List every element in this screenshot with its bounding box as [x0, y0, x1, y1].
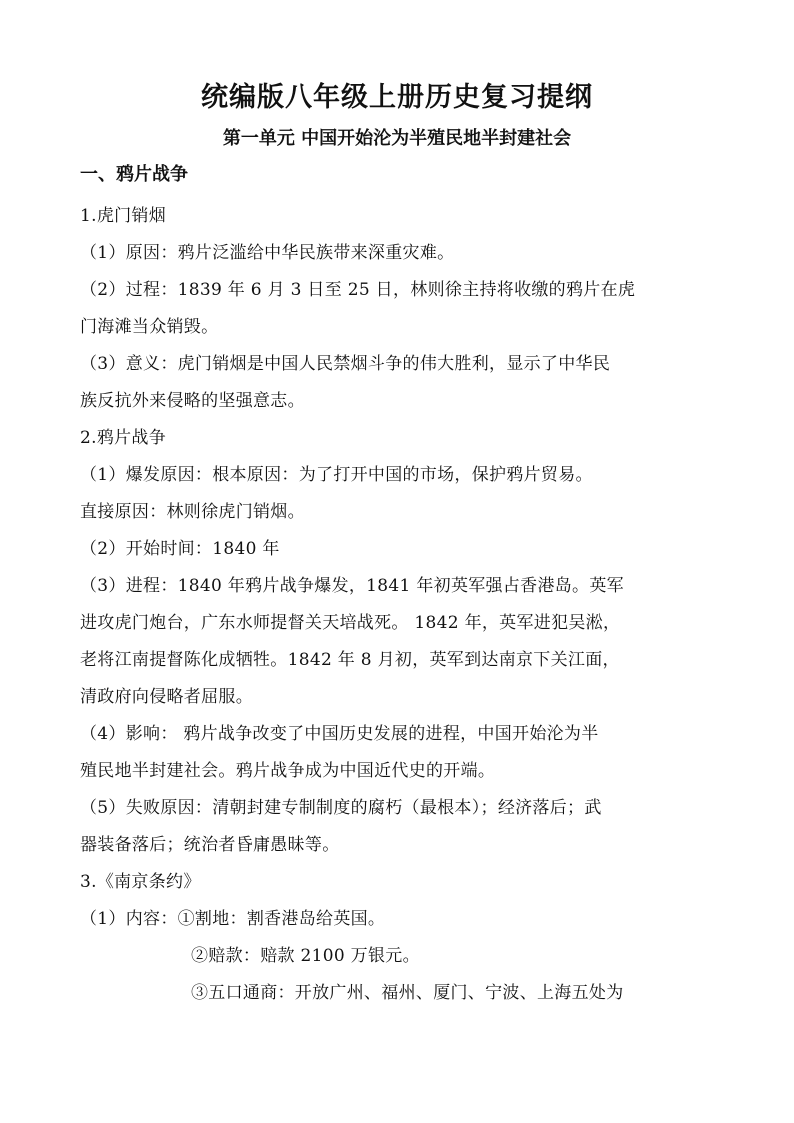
war-process-line3: 老将江南提督陈化成牺牲。1842 年 8 月初，英军到达南京下关江面， [80, 650, 620, 670]
unit-title: 第一单元 中国开始沦为半殖民地半封建社会 [222, 128, 572, 149]
war-process-line4: 清政府向侵略者屈服。 [80, 687, 253, 707]
treaty-content-line2: ②赔款：赔款 2100 万银元。 [191, 946, 420, 966]
war-impact-line2: 殖民地半封建社会。鸦片战争成为中国近代史的开端。 [80, 761, 496, 781]
section-heading: 一、鸦片战争 [80, 164, 188, 185]
war-impact-line1: （4）影响： 鸦片战争改变了中国历史发展的进程，中国开始沦为半 [80, 724, 599, 744]
humen-process-line1: （2）过程：1839 年 6 月 3 日至 25 日，林则徐主持将收缴的鸦片在虎 [80, 280, 636, 300]
war-failure-line1: （5）失败原因：清朝封建专制制度的腐朽（最根本）；经济落后；武 [80, 798, 602, 818]
topic-heading-nanjing-treaty: 3.《南京条约》 [80, 872, 201, 892]
war-process-line2: 进攻虎门炮台，广东水师提督关天培战死。 1842 年，英军进犯吴淞， [80, 613, 621, 633]
treaty-content-line1: （1）内容：①割地：割香港岛给英国。 [80, 909, 386, 929]
topic-heading-humen: 1.虎门销烟 [80, 206, 167, 226]
topic-heading-opium-war: 2.鸦片战争 [80, 428, 167, 448]
humen-meaning-line1: （3）意义：虎门销烟是中国人民禁烟斗争的伟大胜利，显示了中华民 [80, 354, 611, 374]
document-title: 统编版八年级上册历史复习提纲 [201, 82, 593, 113]
treaty-content-line3: ③五口通商：开放广州、福州、厦门、宁波、上海五处为 [191, 983, 624, 1003]
war-cause-line1: （1）爆发原因：根本原因：为了打开中国的市场，保护鸦片贸易。 [80, 465, 593, 485]
humen-meaning-line2: 族反抗外来侵略的坚强意志。 [80, 391, 305, 411]
humen-process-line2: 门海滩当众销毁。 [80, 317, 219, 337]
war-failure-line2: 器装备落后；统治者昏庸愚昧等。 [80, 835, 340, 855]
war-start-time: （2）开始时间：1840 年 [80, 539, 280, 559]
war-process-line1: （3）进程：1840 年鸦片战争爆发，1841 年初英军强占香港岛。英军 [80, 576, 624, 596]
war-cause-line2: 直接原因：林则徐虎门销烟。 [80, 502, 305, 522]
humen-cause: （1）原因：鸦片泛滥给中华民族带来深重灾难。 [80, 243, 455, 263]
